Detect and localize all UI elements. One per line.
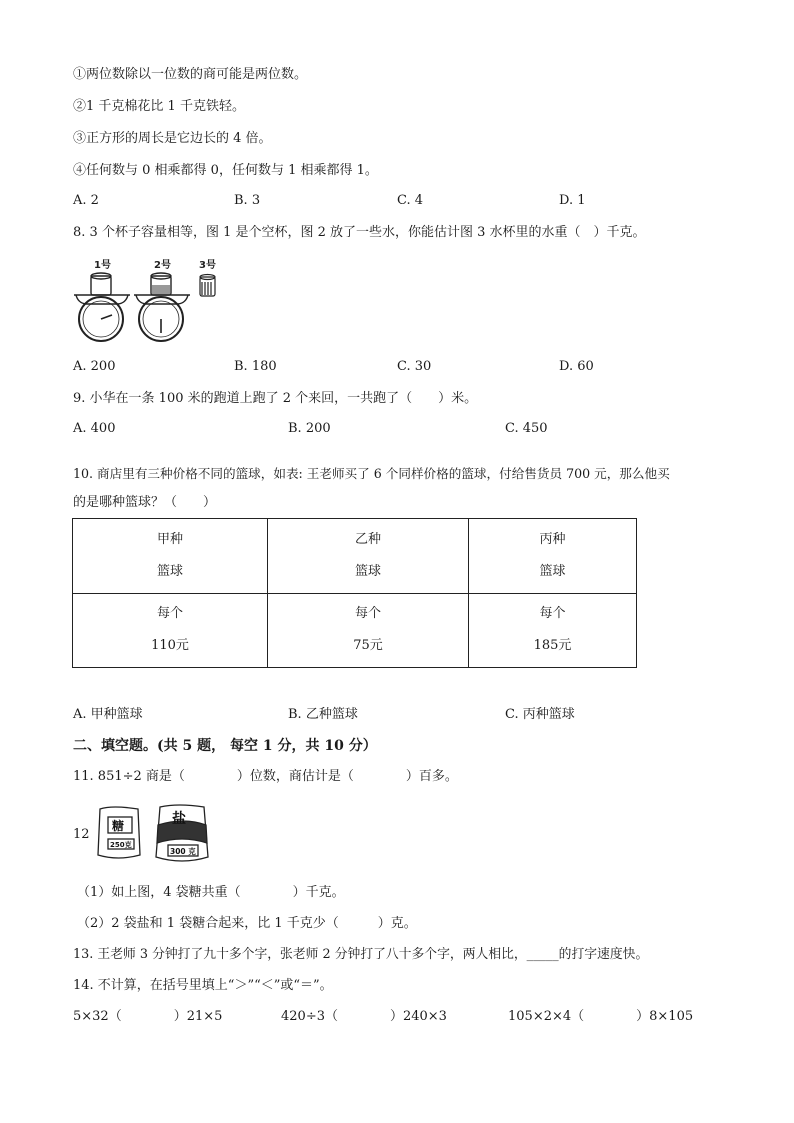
cup-label-3: 3号: [199, 260, 216, 271]
table-cell: 每个 110元: [73, 593, 268, 668]
q7-option-d: D. 1: [559, 193, 586, 208]
q14-text: 14. 不计算，在括号里填上“＞”“＜”或“＝”。: [73, 978, 333, 993]
q10-option-b: B. 乙种篮球: [288, 707, 358, 722]
scale-cups-figure: [74, 257, 234, 345]
q14-item-2: 420÷3（ ）240×3: [281, 1009, 447, 1024]
table-cell: 甲种 篮球: [73, 519, 268, 594]
q9-option-a: A. 400: [73, 421, 116, 436]
q12-sub-2: （2）2 袋盐和 1 袋糖合起来，比 1 千克少（ ）克。: [77, 916, 417, 931]
q14-item-1: 5×32（ ）21×5: [73, 1009, 223, 1024]
q14-item-3: 105×2×4（ ）8×105: [508, 1009, 694, 1024]
q13-text: 13. 王老师 3 分钟打了九十多个字，张老师 2 分钟打了八十多个字，两人相比，_____的打字速度快。: [73, 947, 649, 962]
q9-text: 9. 小华在一条 100 米的跑道上跑了 2 个来回，一共跑了（ ）米。: [73, 391, 478, 406]
sugar-bag-label: 糖: [112, 819, 125, 833]
q8-option-c: C. 30: [397, 359, 432, 374]
q10-text-line2: 的是哪种篮球？（ ）: [73, 495, 217, 510]
q10-option-c: C. 丙种篮球: [505, 707, 575, 722]
salt-bag-label: 盐: [172, 811, 186, 827]
table-cell: 乙种 篮球: [268, 519, 469, 594]
q11-text: 11. 851÷2 商是（ ）位数，商估计是（ ）百多。: [73, 769, 458, 784]
statement-4: ④任何数与 0 相乘都得 0，任何数与 1 相乘都得 1。: [73, 163, 378, 178]
sugar-bag-weight: 250克: [110, 841, 132, 849]
scale-2: [134, 273, 190, 341]
table-cell: 每个 75元: [268, 593, 469, 668]
q7-option-c: C. 4: [397, 193, 424, 208]
table-cell: 丙种 篮球: [469, 519, 637, 594]
table-header-row: [73, 519, 637, 594]
q7-option-a: A. 2: [73, 193, 99, 208]
q12-number: 12: [73, 827, 90, 842]
cup-label-2: 2号: [154, 260, 171, 271]
q9-option-b: B. 200: [288, 421, 331, 436]
table-row: [73, 593, 637, 668]
salt-bag-weight: 300 克: [170, 847, 196, 856]
q7-option-b: B. 3: [234, 193, 261, 208]
scale-1: [74, 273, 130, 341]
table-cell: 每个 185元: [469, 593, 637, 668]
q8-option-a: A. 200: [73, 359, 116, 374]
sugar-salt-bags-figure: [94, 803, 214, 865]
cup-3: [200, 275, 215, 297]
q10-text-line1: 10. 商店里有三种价格不同的篮球，如表: 王老师买了 6 个同样价格的篮球，付给售货员 700 元，那么他买: [73, 466, 670, 481]
q8-text: 8. 3 个杯子容量相等，图 1 是个空杯，图 2 放了一些水，你能估计图 3 水杯里的水重（ ）千克。: [73, 225, 646, 240]
price-table: [72, 518, 637, 668]
q8-option-d: D. 60: [559, 359, 594, 374]
q12-sub-1: （1）如上图，4 袋糖共重（ ）千克。: [77, 885, 345, 900]
statement-3: ③正方形的周长是它边长的 4 倍。: [73, 131, 272, 146]
section-2-title: 二、填空题。(共 5 题， 每空 1 分，共 10 分）: [73, 738, 377, 754]
cup-label-1: 1号: [94, 260, 111, 271]
q8-option-b: B. 180: [234, 359, 277, 374]
statement-1: ①两位数除以一位数的商可能是两位数。: [73, 67, 308, 82]
q10-option-a: A. 甲种篮球: [73, 707, 143, 722]
q9-option-c: C. 450: [505, 421, 548, 436]
statement-2: ②1 千克棉花比 1 千克铁轻。: [73, 99, 245, 114]
